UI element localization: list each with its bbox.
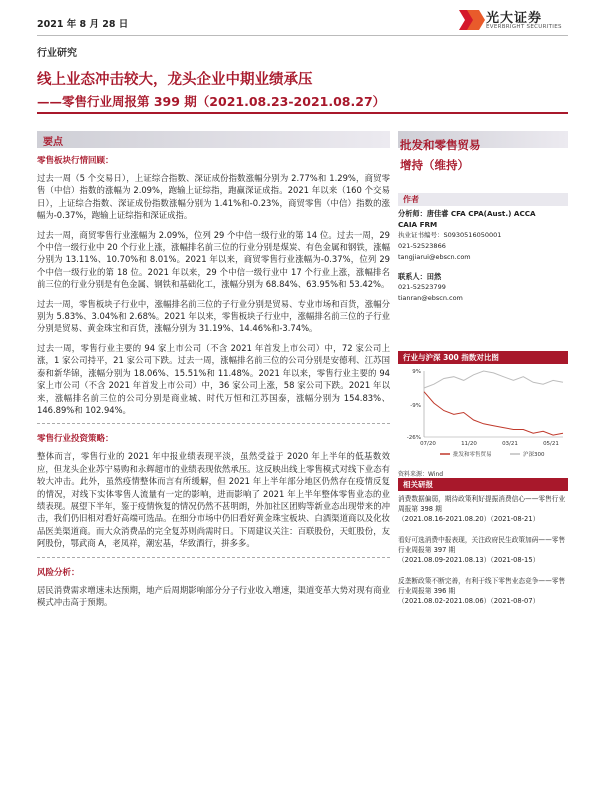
analyst-email[interactable]: tangjiarui@ebscn.com <box>398 253 471 261</box>
related-title: 反垄断政策不断完善，有利于线下零售业态竞争——零售行业周报第 396 期 <box>398 577 566 596</box>
related-date: （2021.08.16-2021.08.20）（2021-08-21） <box>398 515 540 524</box>
divider <box>37 557 390 558</box>
strategy-heading: 零售行业投资策略： <box>37 434 114 445</box>
review-heading: 零售板块行情回顾： <box>37 156 114 166</box>
brand-name: 光大证券 <box>486 11 543 26</box>
related-date: （2021.08.02-2021.08.06）（2021-08-07） <box>398 597 540 606</box>
strategy-para: 整体而言，零售行业的 2021 年中报业绩表现平淡，虽然受益于 2020 年上半年的低基数效应，但龙头企业苏宁易购和永辉超市的业绩表现依然承压。这反映出线上零售模式对线下业态有较大冲击。此外，虽然疫情整体而言有所缓解，但 2021 年上半年部分地区仍然存在疫情反复的情况，对线下实体零售人流量有一定的影响，进而影响了 2021 年上半年整体零售业态的业绩表现。展望下半年，鉴于疫情恢复的情况仍然不甚明朗，外加社区团购等新业态出现带来的冲击，我们仍旧相对看好高端可选品。在细分市场中仍旧看好黄金珠宝板块、白酒渠道商以及化妆品医美渠道商。而大众消费品的完全复苏则尚需时日。下周建议关注：百联股份，天虹股份，友阿股份，鄂武商 A，老凤祥，潮宏基，华致酒行，拼多多。 <box>37 451 390 549</box>
x-tick-label: 03/21 <box>502 441 518 447</box>
header-divider <box>37 35 568 36</box>
summary-label: 要点 <box>43 137 63 148</box>
legend-label: 批发和零售贸易 <box>453 452 492 458</box>
divider <box>37 423 390 424</box>
comparison-chart <box>398 365 568 463</box>
rating: 增持（维持） <box>400 158 469 172</box>
series-line-industry <box>424 392 563 435</box>
author-info <box>398 208 568 304</box>
analyst-phone: 021-52523866 <box>398 242 446 250</box>
contact-line: 联系人：田然 <box>398 272 442 281</box>
risk-para: 居民消费需求增速未达预期，地产后周期影响部分分子行业收入增速，渠道变革大势对现有商业模式冲击高于预期。 <box>37 584 390 607</box>
related-item[interactable] <box>398 576 570 607</box>
x-tick-label: 11/20 <box>461 441 477 447</box>
summary-band <box>37 131 390 148</box>
review-para-2: 过去一周，商贸零售行业涨幅为 2.09%，位列 29 个中信一级行业的第 14 位。过去一周，29 个中信一级行业中 20 个行业上涨，涨幅排名前三位的行业分别是煤炭、有色金属和钢铁，涨幅分别为 13.11%、10.70%和 8.01%。2021 年以来，商贸零售行业涨幅为-0.37%，位列 29 个中信一级行业的第 18 位。2021 年以来，29 个中信一级行业中 17 个行业上涨，涨幅排名前三位的行业分别是有色金属、钢铁和基础化工，涨幅分别为 68.84%、63.95%和 53.42%。 <box>37 229 390 290</box>
industry-rating <box>400 135 481 175</box>
related-label: 相关研报 <box>403 480 433 489</box>
industry-name: 批发和零售贸易 <box>400 138 481 152</box>
x-tick-label: 05/21 <box>543 441 559 447</box>
license-number: 执业证书编号：S0930516050001 <box>398 231 502 239</box>
chart-title: 行业与沪深 300 指数对比图 <box>403 353 499 362</box>
chart-title-band <box>398 351 568 364</box>
x-tick-label: 07/20 <box>420 441 436 447</box>
analyst-line-2: CAIA FRM <box>398 220 438 229</box>
series-line-hs300 <box>424 371 563 388</box>
chart-source: 资料来源：Wind <box>398 471 444 478</box>
y-tick-label: -9% <box>410 402 421 409</box>
review-para-4: 过去一周，零售行业主要的 94 家上市公司（不含 2021 年首发上市公司）中，72 家公司上涨，1 家公司持平，21 家公司下跌。过去一周，涨幅排名前三位的公司分别是安德利、江苏国泰和新华锦，涨幅分别为 18.06%、15.51%和 11.48%。2021 年以来，零售行业主要的 94 家上市公司（不含 2021 年首发上市公司）中，36 家公司上涨，58 家公司下跌。2021 年以来，涨幅排名前三位的公司分别是商业城、时代万恒和江苏国泰，涨幅分别为 154.83%、146.89%和 102.94%。 <box>37 342 390 415</box>
report-title: 线上业态冲击较大，龙头企业中期业绩承压 <box>37 72 313 88</box>
report-subtitle: ——零售行业周报第 399 期（2021.08.23-2021.08.27） <box>37 94 386 109</box>
related-item[interactable] <box>398 535 570 566</box>
legend-label: 沪深300 <box>523 452 545 458</box>
author-band <box>398 193 568 206</box>
analyst-line-1: 分析师：唐佳睿 CFA CPA(Aust.) ACCA <box>398 209 536 218</box>
author-label: 作者 <box>403 195 419 204</box>
contact-email[interactable]: tianran@ebscn.com <box>398 294 463 302</box>
title-divider <box>37 112 568 114</box>
related-date: （2021.08.09-2021.08.13）（2021-08-15） <box>398 556 540 565</box>
report-date: 2021 年 8 月 28 日 <box>37 19 129 30</box>
y-tick-label: 9% <box>412 369 421 375</box>
related-item[interactable] <box>398 494 570 525</box>
risk-heading: 风险分析： <box>37 567 80 578</box>
related-band <box>398 478 568 491</box>
related-title: 消费数据偏弱，期待政策利好提振消费信心——零售行业周报第 398 期 <box>398 495 566 514</box>
report-category: 行业研究 <box>37 48 77 59</box>
review-para-3: 过去一周，零售板块子行业中，涨幅排名前三位的子行业分别是贸易、专业市场和百货，涨幅分别为 5.83%、3.04%和 2.68%。2021 年以来，零售板块子行业中，涨幅排名前三位的子行业分别是贸易、黄金珠宝和百货，涨幅分别为 31.19%、14.46%和-3.74%。 <box>37 298 390 334</box>
brand-sub: EVERBRIGHT SECURITIES <box>486 24 562 30</box>
summary-body <box>37 154 390 615</box>
review-para-1: 过去一周（5 个交易日），上证综合指数、深证成份指数涨幅分别为 2.77%和 1.29%，商贸零售（中信）指数的涨幅为 2.09%，跑输上证综指，跑赢深证成指。2021 年以来（160 个交易日），上证综合指数、深证成份指数涨幅分别为 1.41%和-0.23%，商贸零售（中信）指数的涨幅为-0.37%，跑输上证综指和深证成指。 <box>37 173 390 221</box>
y-tick-label: -26% <box>406 435 421 441</box>
contact-phone: 021-52523799 <box>398 283 446 291</box>
related-title: 看好可选消费中报表现，关注政府民生政策加码——零售行业周报第 397 期 <box>398 536 566 555</box>
